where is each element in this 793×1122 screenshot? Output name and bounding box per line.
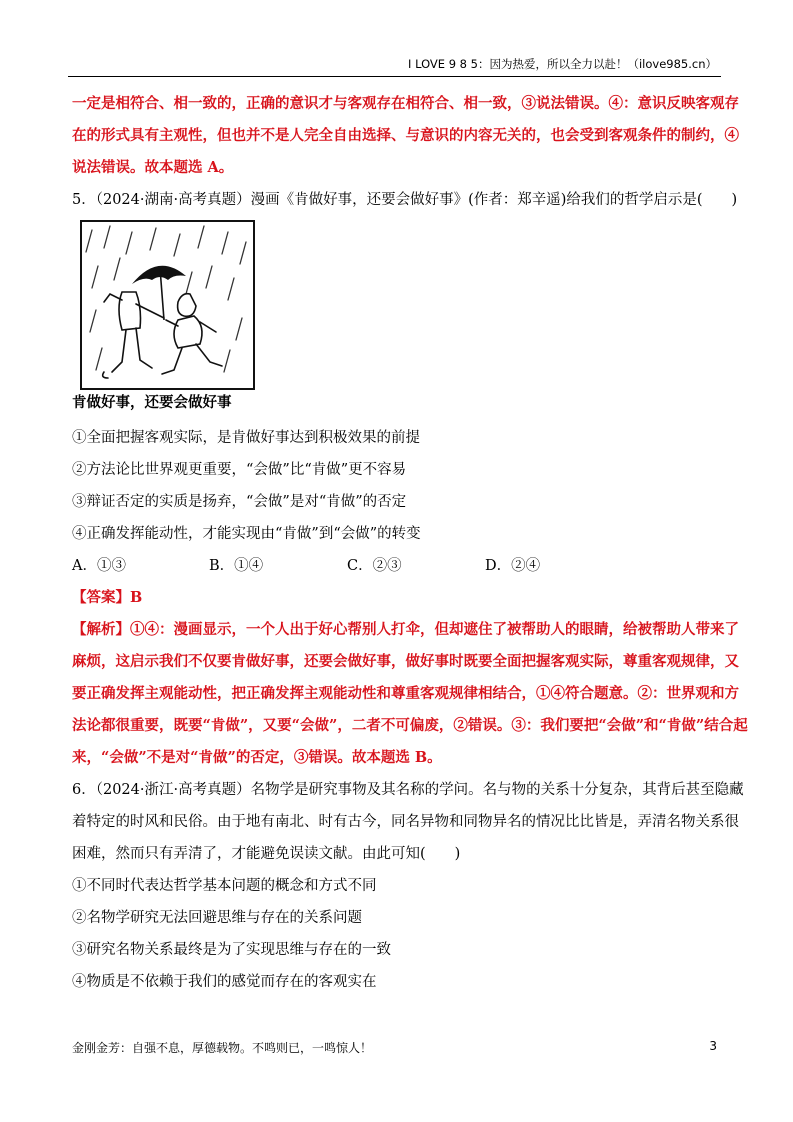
cartoon-illustration: [80, 220, 255, 390]
analysis-line: 麻烦，这启示我们不仅要肯做好事，还要会做好事，做好事时既要全面把握客观实际，尊重客观规律，又: [72, 653, 739, 670]
answer-label: 【答案】: [72, 589, 130, 606]
analysis-line: 来，“会做”不是对“肯做”的否定，③错误。故本题选 B。: [72, 749, 442, 766]
option-a: A．①③: [72, 558, 126, 574]
analysis-line: 要正确发挥主观能动性，把正确发挥主观能动性和尊重客观规律相结合，①④符合题意。②：世界观和方: [72, 685, 739, 702]
question-5-stem: 5．（2024·湖南·高考真题）漫画《肯做好事，还要会做好事》(作者：郑辛遥)给我们的哲学启示是( ): [72, 192, 738, 208]
statement-item: ④物质是不依赖于我们的感觉而存在的客观实在: [72, 974, 377, 990]
statement-item: ④正确发挥能动性，才能实现由“肯做”到“会做”的转变: [72, 526, 421, 542]
question-5-options: [72, 556, 720, 576]
option-b: B．①④: [209, 558, 264, 574]
statement-item: ③研究名物关系最终是为了实现思维与存在的一致: [72, 942, 391, 958]
analysis-line: 法论都很重要，既要“肯做”，又要“会做”，二者不可偏废，②错误。③：我们要把“会做”和“肯做”结合起: [72, 717, 748, 734]
question-6-stem: [72, 780, 744, 864]
analysis-line: [72, 620, 739, 640]
previous-analysis: [72, 94, 739, 178]
analysis-line: 说法错误。故本题选 A。: [72, 159, 234, 176]
stem-line: 6．（2024·浙江·高考真题）名物学是研究事物及其名称的学问。名与物的关系十分复杂，其背后甚至隐藏: [72, 782, 744, 798]
analysis-line: 一定是相符合、相一致的，正确的意识才与客观存在相符合、相一致，③说法错误。④：意识反映客观存: [72, 95, 739, 112]
page-number: 3: [709, 1039, 717, 1053]
option-d: D．②④: [485, 558, 541, 574]
statement-item: ③辩证否定的实质是扬弃，“会做”是对“肯做”的否定: [72, 494, 407, 510]
statement-item: ②名物学研究无法回避思维与存在的关系问题: [72, 910, 362, 926]
footer-motto: 金刚金芳：自强不息，厚德载物。不鸣则已，一鸣惊人！: [72, 1041, 373, 1055]
statement-item: ①不同时代表达哲学基本问题的概念和方式不同: [72, 878, 377, 894]
cartoon-caption: 肯做好事，还要会做好事: [72, 394, 232, 411]
header-site-slogan: I LOVE 9 8 5：因为热爱，所以全力以赴！（ilove985.cn）: [408, 57, 717, 71]
analysis-text: ①④：漫画显示，一个人出于好心帮别人打伞，但却遮住了被帮助人的眼睛，给被帮助人带来了: [130, 621, 739, 638]
analysis-line: 在的形式具有主观性，但也并不是人完全自由选择、与意识的内容无关的，也会受到客观条件的制约，④: [72, 127, 739, 144]
option-c: C．②③: [347, 558, 402, 574]
stem-line: 困难，然而只有弄清了，才能避免误读文献。由此可知( ): [72, 846, 461, 862]
statement-item: ①全面把握客观实际，是肯做好事达到积极效果的前提: [72, 430, 420, 446]
analysis-label: 【解析】: [72, 621, 130, 638]
umbrella-cartoon-image: [82, 222, 253, 388]
answer-line: [72, 588, 720, 608]
question-5-analysis: [72, 620, 748, 768]
stem-line: 着特定的时风和民俗。由于地有南北、时有古今，同名异物和同物异名的情况比比皆是，弄清名物关系很: [72, 814, 739, 830]
answer-value: B: [130, 589, 143, 606]
question-5-statements: [72, 428, 720, 544]
question-6-statements: [72, 876, 720, 992]
statement-item: ②方法论比世界观更重要，“会做”比“肯做”更不容易: [72, 462, 407, 478]
document-body: [72, 94, 748, 992]
page-header: [68, 56, 721, 77]
